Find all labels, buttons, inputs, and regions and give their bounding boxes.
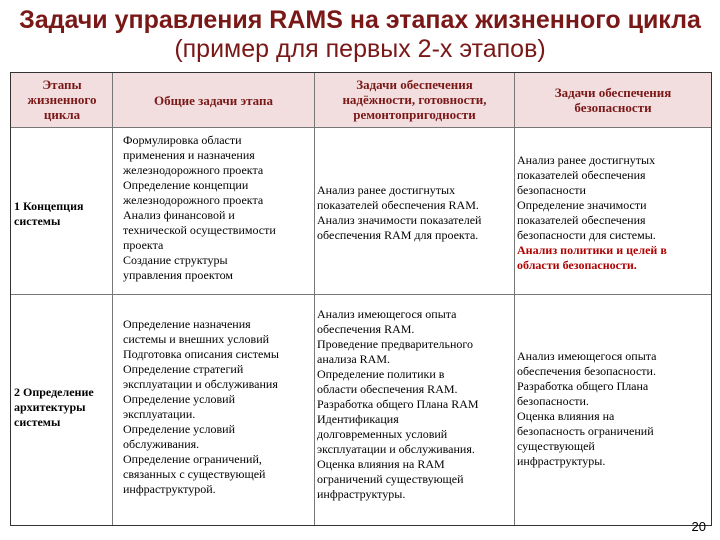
cell-line: связанных с существующей <box>123 467 266 481</box>
row1-stage <box>14 199 84 229</box>
cell-line: Определение политики в <box>317 367 445 381</box>
cell-line: обслуживания. <box>123 437 200 451</box>
cell-line: эксплуатации и обслуживания. <box>317 442 475 456</box>
cell-line: Анализ ранее достигнутых <box>317 183 456 197</box>
cell-line: показателей обеспечения RAM. <box>317 198 479 212</box>
cell-line: Определение стратегий <box>123 362 244 376</box>
row1-ram <box>317 183 481 243</box>
cell-line: Определение условий <box>123 422 235 436</box>
header-ram <box>316 77 513 122</box>
header-line: цикла <box>43 107 81 122</box>
cell-line: Определение условий <box>123 392 235 406</box>
cell-line: существующей <box>517 439 595 453</box>
cell-line: обеспечения безопасности. <box>517 364 656 378</box>
cell-line: Идентификация <box>317 412 399 426</box>
cell-line: обеспечения RAM для проекта. <box>317 228 479 242</box>
cell-line: Оценка влияния на RAM <box>317 457 445 471</box>
cell-line-highlight: области безопасности. <box>517 258 637 272</box>
slide-title <box>0 6 720 64</box>
slide-title-bold: Задачи управления RAMS на этапах жизненного цикла <box>19 6 701 34</box>
row2-general <box>123 317 279 497</box>
header-stage <box>13 77 111 122</box>
cell-line: инфраструктурой. <box>123 482 216 496</box>
row-divider <box>11 294 711 295</box>
cell-line: инфраструктуры. <box>517 454 606 468</box>
cell-line: системы и внешних условий <box>123 332 270 346</box>
cell-line: Проведение предварительного <box>317 337 474 351</box>
cell-line: Определение ограничений, <box>123 452 262 466</box>
cell-line: проекта <box>123 238 164 252</box>
cell-line: обеспечения RAM. <box>317 322 415 336</box>
rams-table <box>10 72 712 526</box>
cell-line: Подготовка описания системы <box>123 347 279 361</box>
cell-line: анализа RAM. <box>317 352 390 366</box>
cell-line: Формулировка области <box>123 133 242 147</box>
cell-line: Анализ имеющегося опыта <box>317 307 457 321</box>
cell-line: железнодорожного проекта <box>123 193 264 207</box>
header-line: безопасности <box>574 100 652 115</box>
cell-line: эксплуатации. <box>123 407 196 421</box>
row2-safety <box>517 349 657 469</box>
cell-line: Разработка общего Плана RAM <box>317 397 479 411</box>
header-line: Задачи обеспечения <box>554 85 672 100</box>
cell-line: Анализ значимости показателей <box>317 213 482 227</box>
row2-ram <box>317 307 479 502</box>
row1-general <box>123 133 276 283</box>
cell-line: 2 Определение <box>14 385 94 399</box>
cell-line: технической осуществимости <box>123 223 276 237</box>
cell-line: системы <box>14 415 61 429</box>
slide-title-normal: (пример для первых 2-х этапов) <box>174 35 546 63</box>
cell-line: Определение значимости <box>517 198 647 212</box>
cell-line-highlight: Анализ политики и целей в <box>517 243 667 257</box>
cell-line: Определение назначения <box>123 317 251 331</box>
cell-line: Анализ имеющегося опыта <box>517 349 657 363</box>
column-divider <box>314 73 315 525</box>
cell-line: безопасность ограничений <box>517 424 654 438</box>
column-divider <box>514 73 515 525</box>
cell-line: эксплуатации и обслуживания <box>123 377 278 391</box>
cell-line: Оценка влияния на <box>517 409 615 423</box>
page-number: 20 <box>691 519 706 534</box>
cell-line: инфраструктуры. <box>317 487 406 501</box>
cell-line: управления проектом <box>123 268 233 282</box>
cell-line: Разработка общего Плана <box>517 379 649 393</box>
header-general <box>114 93 313 108</box>
row1-safety <box>517 153 667 273</box>
header-line: Задачи обеспечения <box>356 77 473 92</box>
cell-line: применения и назначения <box>123 148 255 162</box>
cell-line: безопасности для системы. <box>517 228 656 242</box>
header-line: надёжности, готовности, <box>342 92 487 107</box>
row2-stage <box>14 385 94 430</box>
cell-line: архитектуры <box>14 400 86 414</box>
cell-line: ограничений существующей <box>317 472 464 486</box>
cell-line: 1 Концепция <box>14 199 84 213</box>
header-safety <box>516 85 710 115</box>
cell-line: Определение концепции <box>123 178 249 192</box>
column-divider <box>112 73 113 525</box>
cell-line: безопасности. <box>517 394 589 408</box>
cell-line: системы <box>14 214 61 228</box>
header-line: жизненного <box>27 92 97 107</box>
cell-line: долговременных условий <box>317 427 448 441</box>
cell-line: железнодорожного проекта <box>123 163 264 177</box>
cell-line: Создание структуры <box>123 253 228 267</box>
cell-line: области обеспечения RAM. <box>317 382 458 396</box>
cell-line: показателей обеспечения <box>517 168 646 182</box>
cell-line: Анализ ранее достигнутых <box>517 153 656 167</box>
cell-line: Анализ финансовой и <box>123 208 235 222</box>
cell-line: показателей обеспечения <box>517 213 646 227</box>
header-line: Этапы <box>42 77 82 92</box>
header-line: ремонтопригодности <box>353 107 476 122</box>
cell-line: безопасности <box>517 183 586 197</box>
header-line: Общие задачи этапа <box>154 93 273 108</box>
